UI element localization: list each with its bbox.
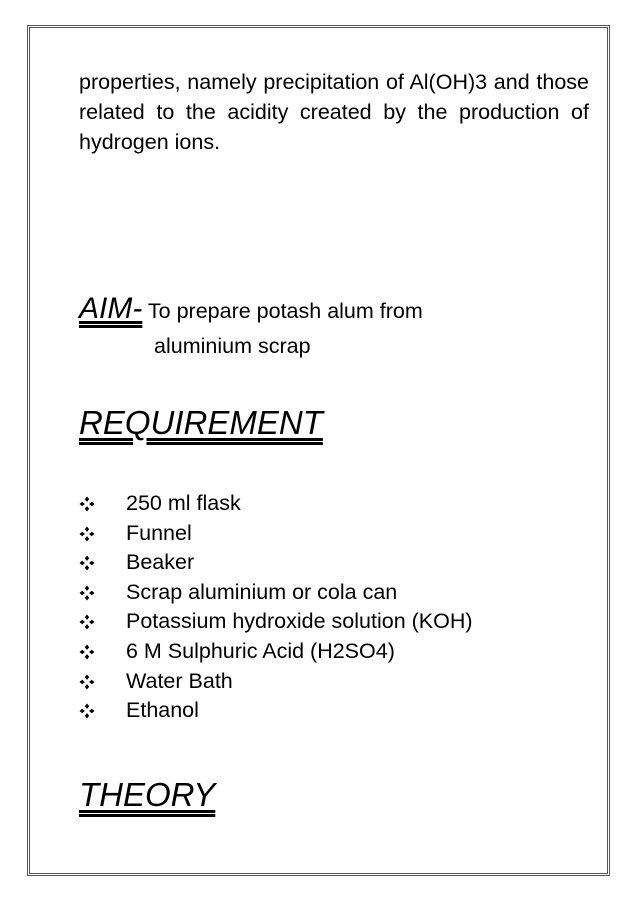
list-item (79, 607, 473, 637)
list-item (79, 578, 473, 608)
four-diamond-bullet-icon (79, 585, 95, 601)
aim-text-line2: aluminium scrap (154, 334, 311, 358)
aim-label: AIM- (79, 292, 143, 325)
list-item-text: 6 M Sulphuric Acid (H2SO4) (126, 638, 395, 663)
intro-paragraph: properties, namely precipitation of Al(OH)3 and those related to the acidity created by the production of hydrogen ions. (79, 70, 589, 154)
list-item-text: Scrap aluminium or cola can (126, 579, 398, 604)
theory-heading: THEORY (79, 776, 216, 813)
list-item-text: Water Bath (126, 668, 233, 693)
list-item-text: Beaker (126, 550, 195, 575)
four-diamond-bullet-icon (79, 674, 95, 690)
aim-text-line1: To prepare potash alum from (142, 299, 423, 323)
requirement-list (79, 489, 473, 726)
list-item-text: 250 ml flask (126, 491, 241, 515)
list-item (79, 519, 473, 549)
requirement-heading: REQUIREMENT (79, 404, 323, 441)
list-item (79, 548, 473, 578)
list-item-text: Funnel (126, 520, 192, 545)
four-diamond-bullet-icon (79, 614, 95, 630)
four-diamond-bullet-icon (79, 703, 95, 719)
four-diamond-bullet-icon (79, 526, 95, 542)
four-diamond-bullet-icon (79, 555, 95, 571)
four-diamond-bullet-icon (79, 496, 95, 512)
aim-section (79, 292, 589, 326)
list-item (79, 696, 473, 726)
list-item (79, 489, 473, 519)
list-item-text: Potassium hydroxide solution (KOH) (126, 609, 473, 634)
list-item (79, 637, 473, 667)
list-item-text: Ethanol (126, 698, 199, 723)
list-item (79, 667, 473, 697)
four-diamond-bullet-icon (79, 644, 95, 660)
